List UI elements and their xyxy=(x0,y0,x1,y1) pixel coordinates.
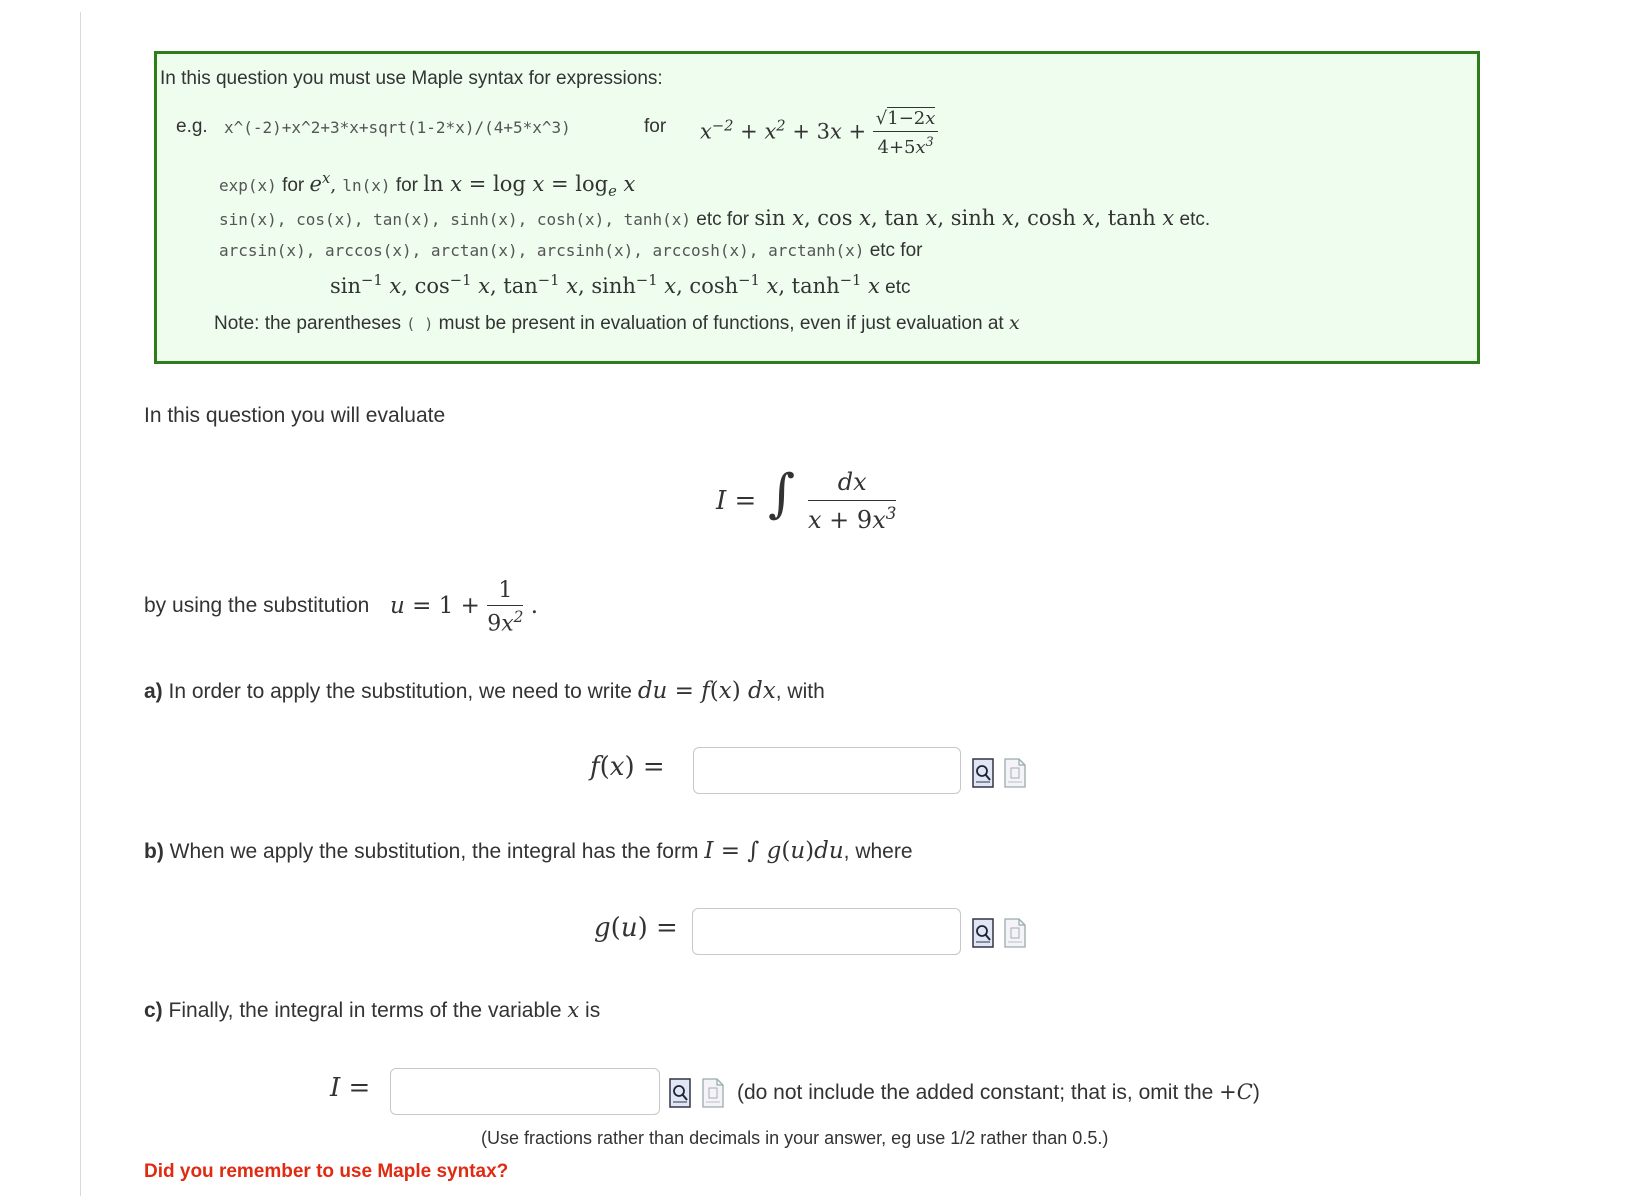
trig-tail: etc. xyxy=(1179,209,1211,230)
trig-etc-for: etc for xyxy=(696,209,750,230)
integral-I: I = xyxy=(716,486,757,516)
question-intro: In this question you will evaluate xyxy=(144,404,446,427)
substitution-prefix: by using the substitution xyxy=(144,594,370,617)
constant-math: +C xyxy=(1219,1080,1253,1104)
notice-intro: In this question you must use Maple syntax for expressions: xyxy=(160,68,663,89)
constant-note-prefix: (do not include the added constant; that is, omit the xyxy=(737,1081,1214,1104)
exp-code: exp(x) xyxy=(219,176,277,195)
f-label: f(x) = xyxy=(590,752,665,782)
notice-trig-row xyxy=(219,206,1210,231)
notice-arc-row xyxy=(219,240,923,262)
preview-icon[interactable] xyxy=(972,918,994,948)
content-left-rule xyxy=(80,12,81,1196)
I-label: I = xyxy=(330,1073,371,1103)
arc-codes: arcsin(x), arccos(x), arctan(x), arcsinh(x), arccosh(x), arctanh(x) xyxy=(219,241,865,260)
part-b-math: I = ∫ g(u)du xyxy=(704,838,844,864)
part-b-label: b) xyxy=(144,840,164,863)
note-parens: ( ) xyxy=(406,315,434,333)
constant-note xyxy=(737,1080,1260,1105)
part-a-with: , with xyxy=(775,680,825,703)
notice-exp-ln-row: exp(x) for $e^x$, ln(x) for $\ln x = \log x = \log_e x$ xyxy=(219,170,636,201)
part-a-text xyxy=(144,678,825,704)
exp-math: $e^x$ xyxy=(309,170,331,196)
paste-icon[interactable] xyxy=(702,1078,724,1108)
arc-tail: etc xyxy=(885,277,911,298)
part-c-is: is xyxy=(585,999,601,1022)
part-c-text xyxy=(144,998,600,1023)
trig-codes: sin(x), cos(x), tan(x), sinh(x), cosh(x), tanh(x) xyxy=(219,210,692,229)
part-a-math: du = f(x) dx xyxy=(637,678,776,704)
exp-for: for xyxy=(282,175,305,196)
paste-icon[interactable] xyxy=(1004,918,1026,948)
part-c-prompt: Finally, the integral in terms of the variable xyxy=(168,999,562,1022)
preview-icon[interactable] xyxy=(669,1078,691,1108)
ln-for: for xyxy=(395,175,419,196)
ln-code: ln(x) xyxy=(342,176,391,195)
part-a-prompt: In order to apply the substitution, we need to write xyxy=(168,680,632,703)
inverse-trig-math: $\sin^{-1} x$, $\cos^{-1} x$, $\tan^{-1} x$, $\sinh^{-1} x$, $\cosh^{-1} x$, $\tanh^{-1} x$ xyxy=(330,272,880,298)
note-suffix: must be present in evaluation of functions, even if just evaluation at xyxy=(438,313,1004,334)
preview-icon[interactable] xyxy=(972,758,994,788)
note-prefix: Note: the parentheses xyxy=(214,313,401,334)
constant-note-suffix: ) xyxy=(1252,1081,1260,1104)
part-b-where: , where xyxy=(843,840,913,863)
eg-for: for xyxy=(644,116,667,137)
substitution-formula: u = 1 + $\frac{1}{9x^2}$ . xyxy=(390,578,539,637)
g-answer-input[interactable] xyxy=(692,908,961,955)
part-c-label: c) xyxy=(144,999,163,1022)
note-x: x xyxy=(1008,312,1020,334)
I-answer-input[interactable] xyxy=(390,1068,660,1115)
fractions-note: (Use fractions rather than decimals in your answer, eg use 1/2 rather than 0.5.) xyxy=(481,1128,1109,1148)
eg-label: e.g. xyxy=(176,116,208,137)
paste-icon[interactable] xyxy=(1004,758,1026,788)
eg-code: x^(-2)+x^2+3*x+sqrt(1-2*x)/(4+5*x^3) xyxy=(224,118,571,137)
part-a-label: a) xyxy=(144,680,163,703)
notice-parentheses-note xyxy=(214,312,1020,335)
part-c-x: x xyxy=(567,998,580,1022)
part-b-prompt: When we apply the substitution, the integral has the form xyxy=(169,840,699,863)
f-answer-input[interactable] xyxy=(693,747,961,794)
notice-inverse-row xyxy=(330,272,911,299)
integral-sign: ∫ xyxy=(768,464,796,524)
arc-etc-for: etc for xyxy=(869,240,923,261)
eg-formula: $x^{-2} + x^2 + 3x$ + $\frac{√1-2x}{4+5x^3}$ xyxy=(700,108,938,158)
ln-math: $\ln x = \log x = \log_e x$ xyxy=(423,172,636,201)
trig-math: sin x, cos x, tan x, sinh x, cosh x, tanh x xyxy=(754,206,1175,230)
part-b-text xyxy=(144,838,913,864)
g-label: g(u) = xyxy=(594,913,678,943)
maple-reminder: Did you remember to use Maple syntax? xyxy=(144,1161,509,1182)
